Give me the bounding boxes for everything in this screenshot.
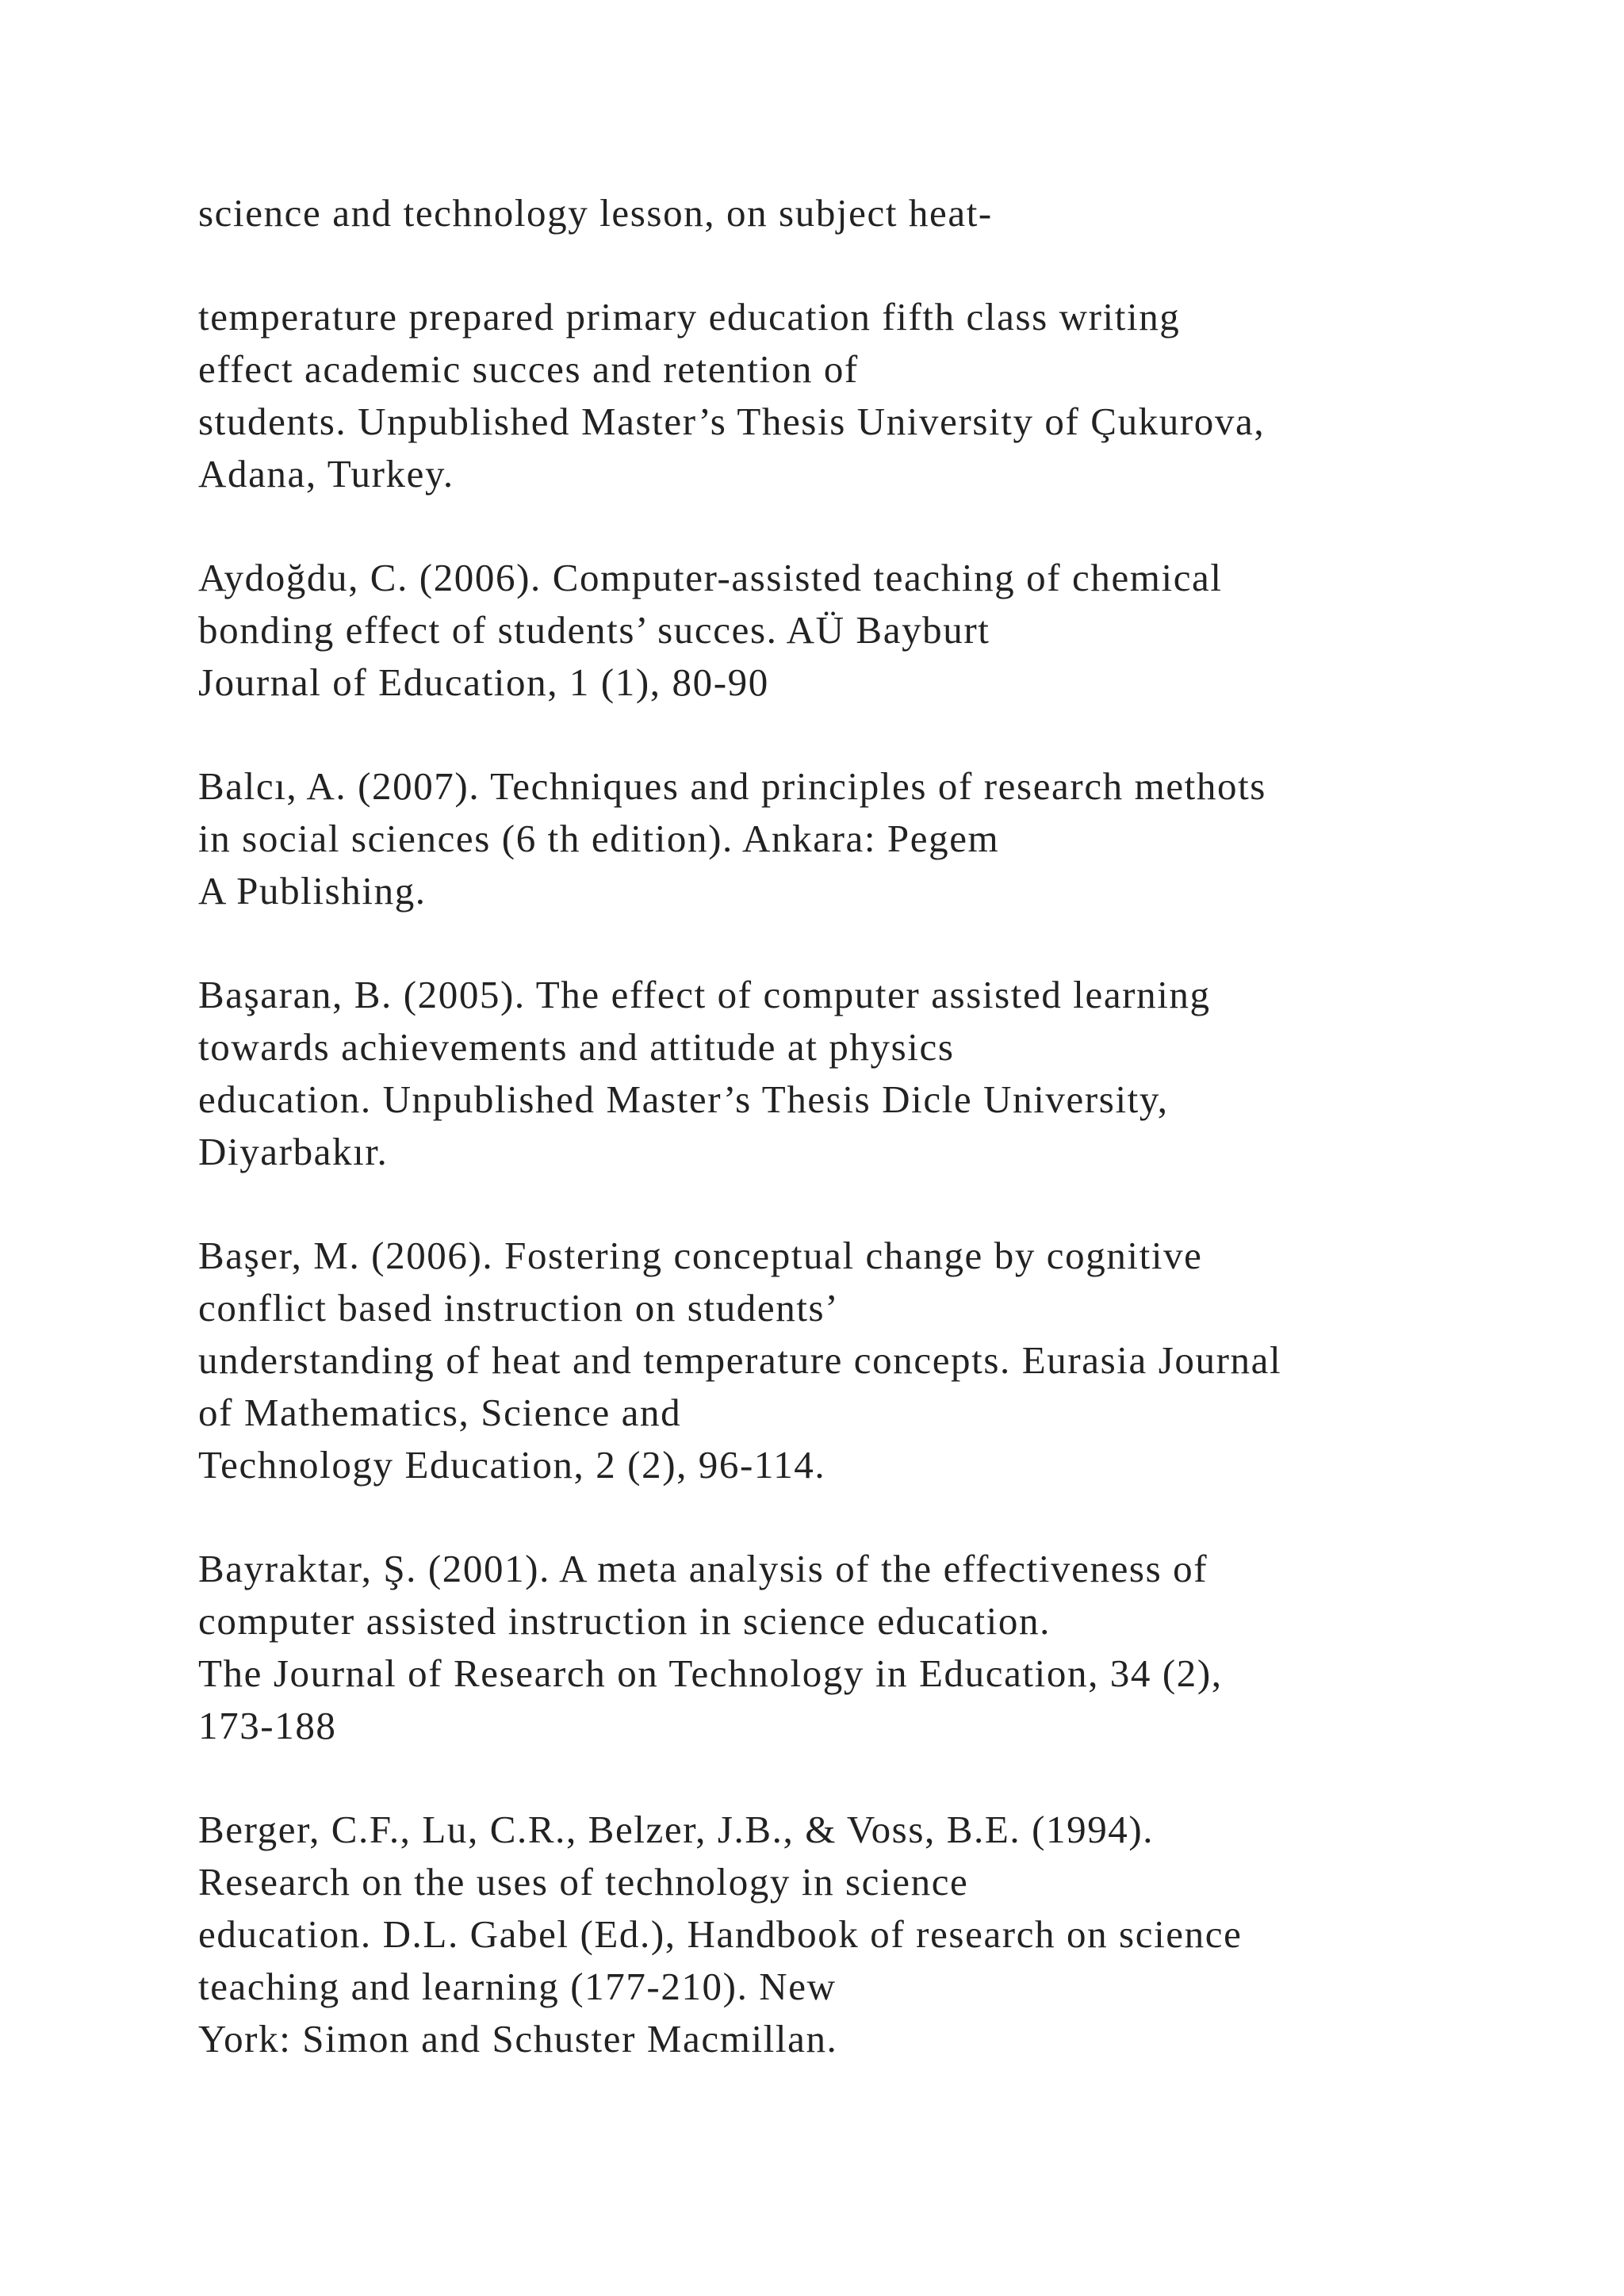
reference-entry-continuation — [198, 291, 1594, 500]
reference-entry — [198, 969, 1594, 1178]
reference-line: Diyarbakır. — [198, 1130, 389, 1173]
reference-line: Research on the uses of technology in science — [198, 1860, 969, 1904]
reference-line: The Journal of Research on Technology in Education, 34 (2), — [198, 1651, 1223, 1695]
reference-entry — [198, 1804, 1594, 2065]
reference-line: Başaran, B. (2005). The effect of computer assisted learning — [198, 973, 1211, 1016]
reference-line: teaching and learning (177-210). New — [198, 1965, 837, 2008]
reference-line: temperature prepared primary education fifth class writing — [198, 295, 1181, 339]
reference-entry — [198, 1230, 1594, 1491]
reference-line: Berger, C.F., Lu, C.R., Belzer, J.B., & Voss, B.E. (1994). — [198, 1808, 1155, 1851]
reference-line: Adana, Turkey. — [198, 452, 454, 496]
reference-line: bonding effect of students’ succes. AÜ Bayburt — [198, 608, 990, 652]
reference-line: Aydoğdu, C. (2006). Computer-assisted teaching of chemical — [198, 556, 1223, 599]
reference-entry — [198, 552, 1594, 709]
reference-line: education. Unpublished Master’s Thesis Dicle University, — [198, 1077, 1169, 1121]
reference-line: 173-188 — [198, 1704, 337, 1747]
reference-line: of Mathematics, Science and — [198, 1391, 682, 1434]
reference-entry — [198, 1543, 1594, 1752]
reference-line: Balcı, A. (2007). Techniques and principles of research methots — [198, 764, 1266, 808]
reference-list — [198, 187, 1594, 2117]
reference-line: in social sciences (6 th edition). Ankara: Pegem — [198, 817, 1000, 860]
reference-line: students. Unpublished Master’s Thesis University of Çukurova, — [198, 400, 1266, 443]
reference-line: education. D.L. Gabel (Ed.), Handbook of research on science — [198, 1912, 1243, 1956]
reference-line: science and technology lesson, on subject heat- — [198, 191, 993, 235]
reference-line: Başer, M. (2006). Fostering conceptual change by cognitive — [198, 1234, 1203, 1277]
reference-line: Bayraktar, Ş. (2001). A meta analysis of the effectiveness of — [198, 1547, 1208, 1590]
reference-line: effect academic succes and retention of — [198, 347, 859, 391]
reference-line: understanding of heat and temperature concepts. Eurasia Journal — [198, 1338, 1282, 1382]
reference-line: Technology Education, 2 (2), 96-114. — [198, 1443, 826, 1487]
reference-line: York: Simon and Schuster Macmillan. — [198, 2017, 838, 2061]
reference-line: Journal of Education, 1 (1), 80-90 — [198, 660, 769, 704]
reference-fragment — [198, 187, 1594, 239]
reference-line: computer assisted instruction in science education. — [198, 1599, 1051, 1643]
reference-line: towards achievements and attitude at physics — [198, 1025, 955, 1069]
reference-line: conflict based instruction on students’ — [198, 1286, 840, 1330]
reference-line: A Publishing. — [198, 869, 427, 913]
reference-entry — [198, 760, 1594, 917]
